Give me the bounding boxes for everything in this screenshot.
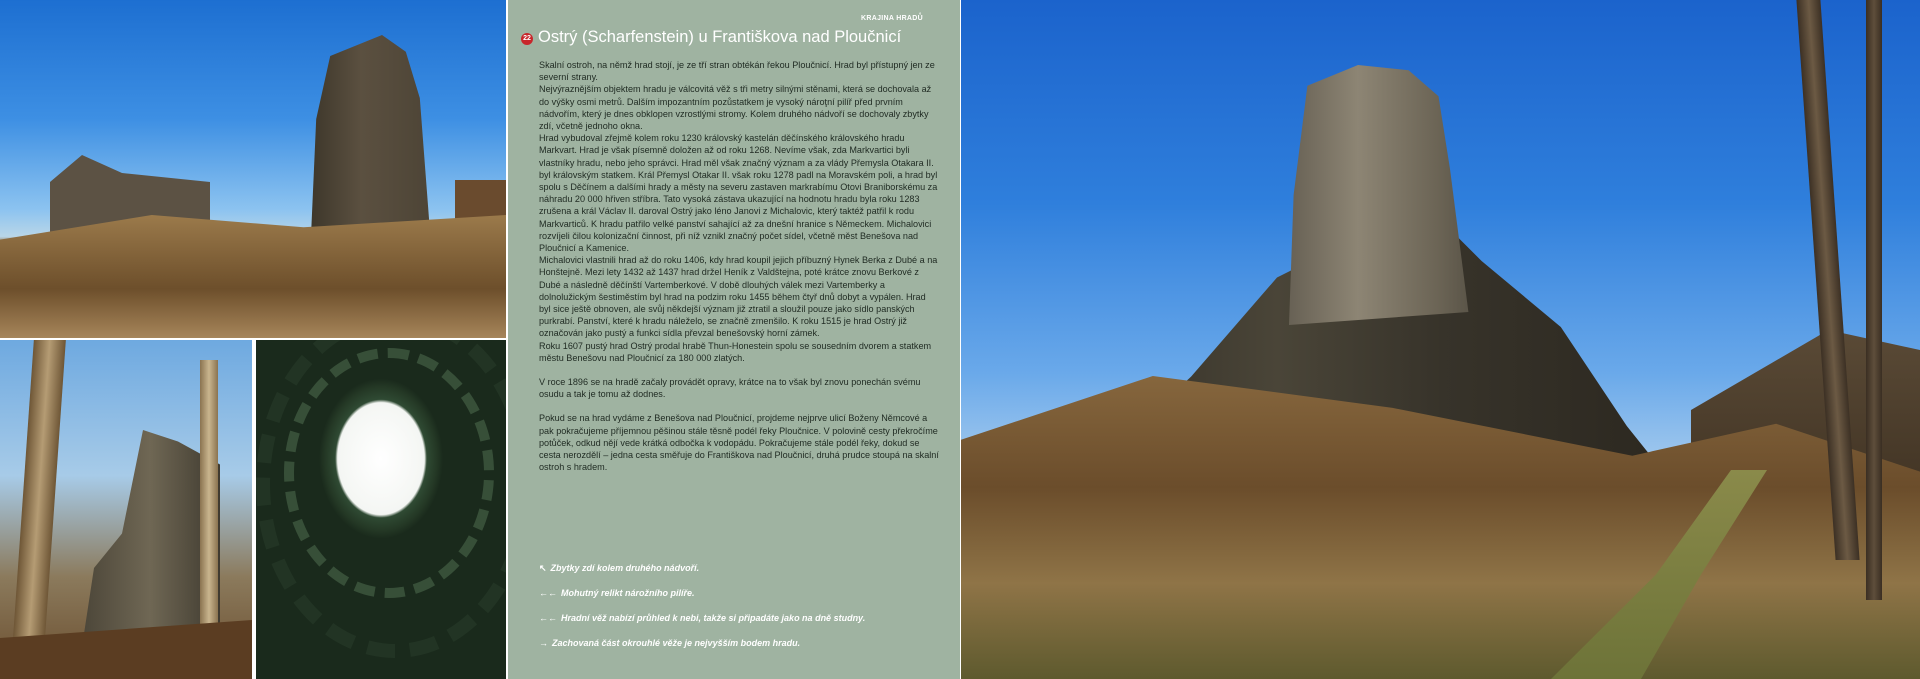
page-title: Ostrý (Scharfenstein) u Františkova nad Ploučnicí (538, 28, 902, 46)
tower-wall-ring (284, 348, 494, 598)
paragraph: Roku 1607 pustý hrad Ostrý prodal hrabě Thun-Honestein spolu se sousedním dvorem a statkem městu Benešovu nad Ploučnicí za 180 000 zlatých. (539, 340, 932, 363)
paragraph: Skalní ostroh, na němž hrad stojí, je ze tří stran obtékán řekou Ploučnicí. Hrad byl přístupný jen ze severní strany. (539, 60, 935, 83)
corner-pillar (305, 35, 445, 245)
photo-wall-remains (0, 0, 506, 338)
paragraph: Pokud se na hrad vydáme z Benešova nad Ploučnicí, projdeme nejprve ulicí Boženy Němcové a pak pokračujeme příjemnou pěšinou stále těsně podél řeky Ploučnice. V polovině cesty překročíme potůček, odkud nějí vede krátká odbočka k vodopádu. Pokračujeme stále podél řeky, dokud se cesta nerozdělí – jedna cesta směřuje do Františkova nad Ploučnicí, druhá prudce stoupá na skalní ostroh s hradem. (539, 413, 939, 473)
tree-trunk (10, 340, 66, 679)
caption-text: Zachovaná část okrouhlé věže je nejvyšším bodem hradu. (552, 638, 801, 648)
caption-text: Hradní věž nabízí průhled k nebi, takže si připadáte jako na dně studny. (561, 613, 866, 623)
text-panel (508, 0, 960, 679)
photo-tower-interior (256, 340, 506, 679)
paragraph: Hrad vybudoval zřejmě kolem roku 1230 královský kastelán děčínského královského hradu Markvart. Hrad je však písemně doložen až od roku 1268. Nevíme však, zda Markvartici byli vlastníky hradu, nebo jeho správci. Hrad měl však značný význam a za vlády Přemysla Otakara II. byl královským statkem. Král Přemysl Otakar II. však roku 1278 padl na Moravském poli, a hrad byl spolu s Děčínem a dalšími hrady a městy na severu zastaven markrabímu Otovi Braniborskému za náhradu 20 000 hřiven stříbra. Tato vysoká zástava ukazující na hodnotu hradu byla roku 1283 zrušena a král Václav II. daroval Ostrý jako léno Janovi z Michalovic, který taktéž patřil k rodu Markvarticů. K hradu patřilo velké panství sahající až za dnešní hranice s Německem. Michalovici rozvíjeli čilou kolonizační činnost, při níž vznikl značný počet sídel, včetně měst Benešova nad Ploučnicí a Kamenice. (539, 133, 938, 254)
running-title: KRAJINA HRADŮ (861, 15, 923, 22)
paragraph: Nejvýraznějším objektem hradu je válcovitá věž s tři metry silnými stěnami, která se dochovala až do výšky osmi metrů. Dalším impozantním pozůstatkem je vysoký nároţní pilíř před prvním nádvořím, který je dnes obklopen vzrostlými stromy. Kolem druhého nádvoří se dochovaly zbytky zdí, včetně jednoho okna. (539, 84, 932, 132)
photo-captions (539, 562, 939, 662)
caption-text: Zbytky zdí kolem druhého nádvoří. (550, 563, 700, 573)
arrow-icon: ←← (539, 588, 557, 598)
paragraph: V roce 1896 se na hradě začaly provádět opravy, krátce na to však byl znovu ponechán svému osudu a tak je tomu až dodnes. (539, 377, 921, 400)
chapter-badge: 22 (521, 33, 533, 45)
tree-trunk (1866, 0, 1882, 600)
article-body (539, 59, 939, 474)
photo-pillar-relic (0, 340, 252, 679)
caption (539, 612, 939, 637)
arrow-icon: ↖ (539, 563, 547, 573)
caption-text: Mohutný relikt nárožního pilíře. (561, 588, 695, 598)
photo-round-tower (961, 0, 1920, 679)
arrow-icon: ←← (539, 613, 557, 623)
paragraph: Michalovici vlastnili hrad až do roku 1406, kdy hrad koupil jejich příbuzný Hynek Berka z Dubé a na Honštejně. Mezi lety 1432 až 1437 hrad držel Heník z Valdštejna, poté krátce znovu Berkové z Dubé a následně děčínští Vartemberkové. V době dlouhých válek mezi Vartemberky a dolnolužickým šestiměstím byl hrad na podzim roku 1455 během čtyř dnů dobyt a vypálen. Hrad byl sice ještě obnoven, ale svůj někdejší význam již ztratil a sloužil pouze jako sídlo panských purkrabí. Panství, které k hradu náleželo, se značně zmenšilo. K roku 1515 je hrad Ostrý již označován jako pustý a funkci sídla převzal benešovský horní zámek. (539, 255, 938, 339)
dry-grass (0, 215, 506, 338)
caption (539, 587, 939, 612)
arrow-icon: → (539, 638, 548, 648)
caption (539, 637, 939, 662)
round-tower (1266, 65, 1496, 325)
caption (539, 562, 939, 587)
